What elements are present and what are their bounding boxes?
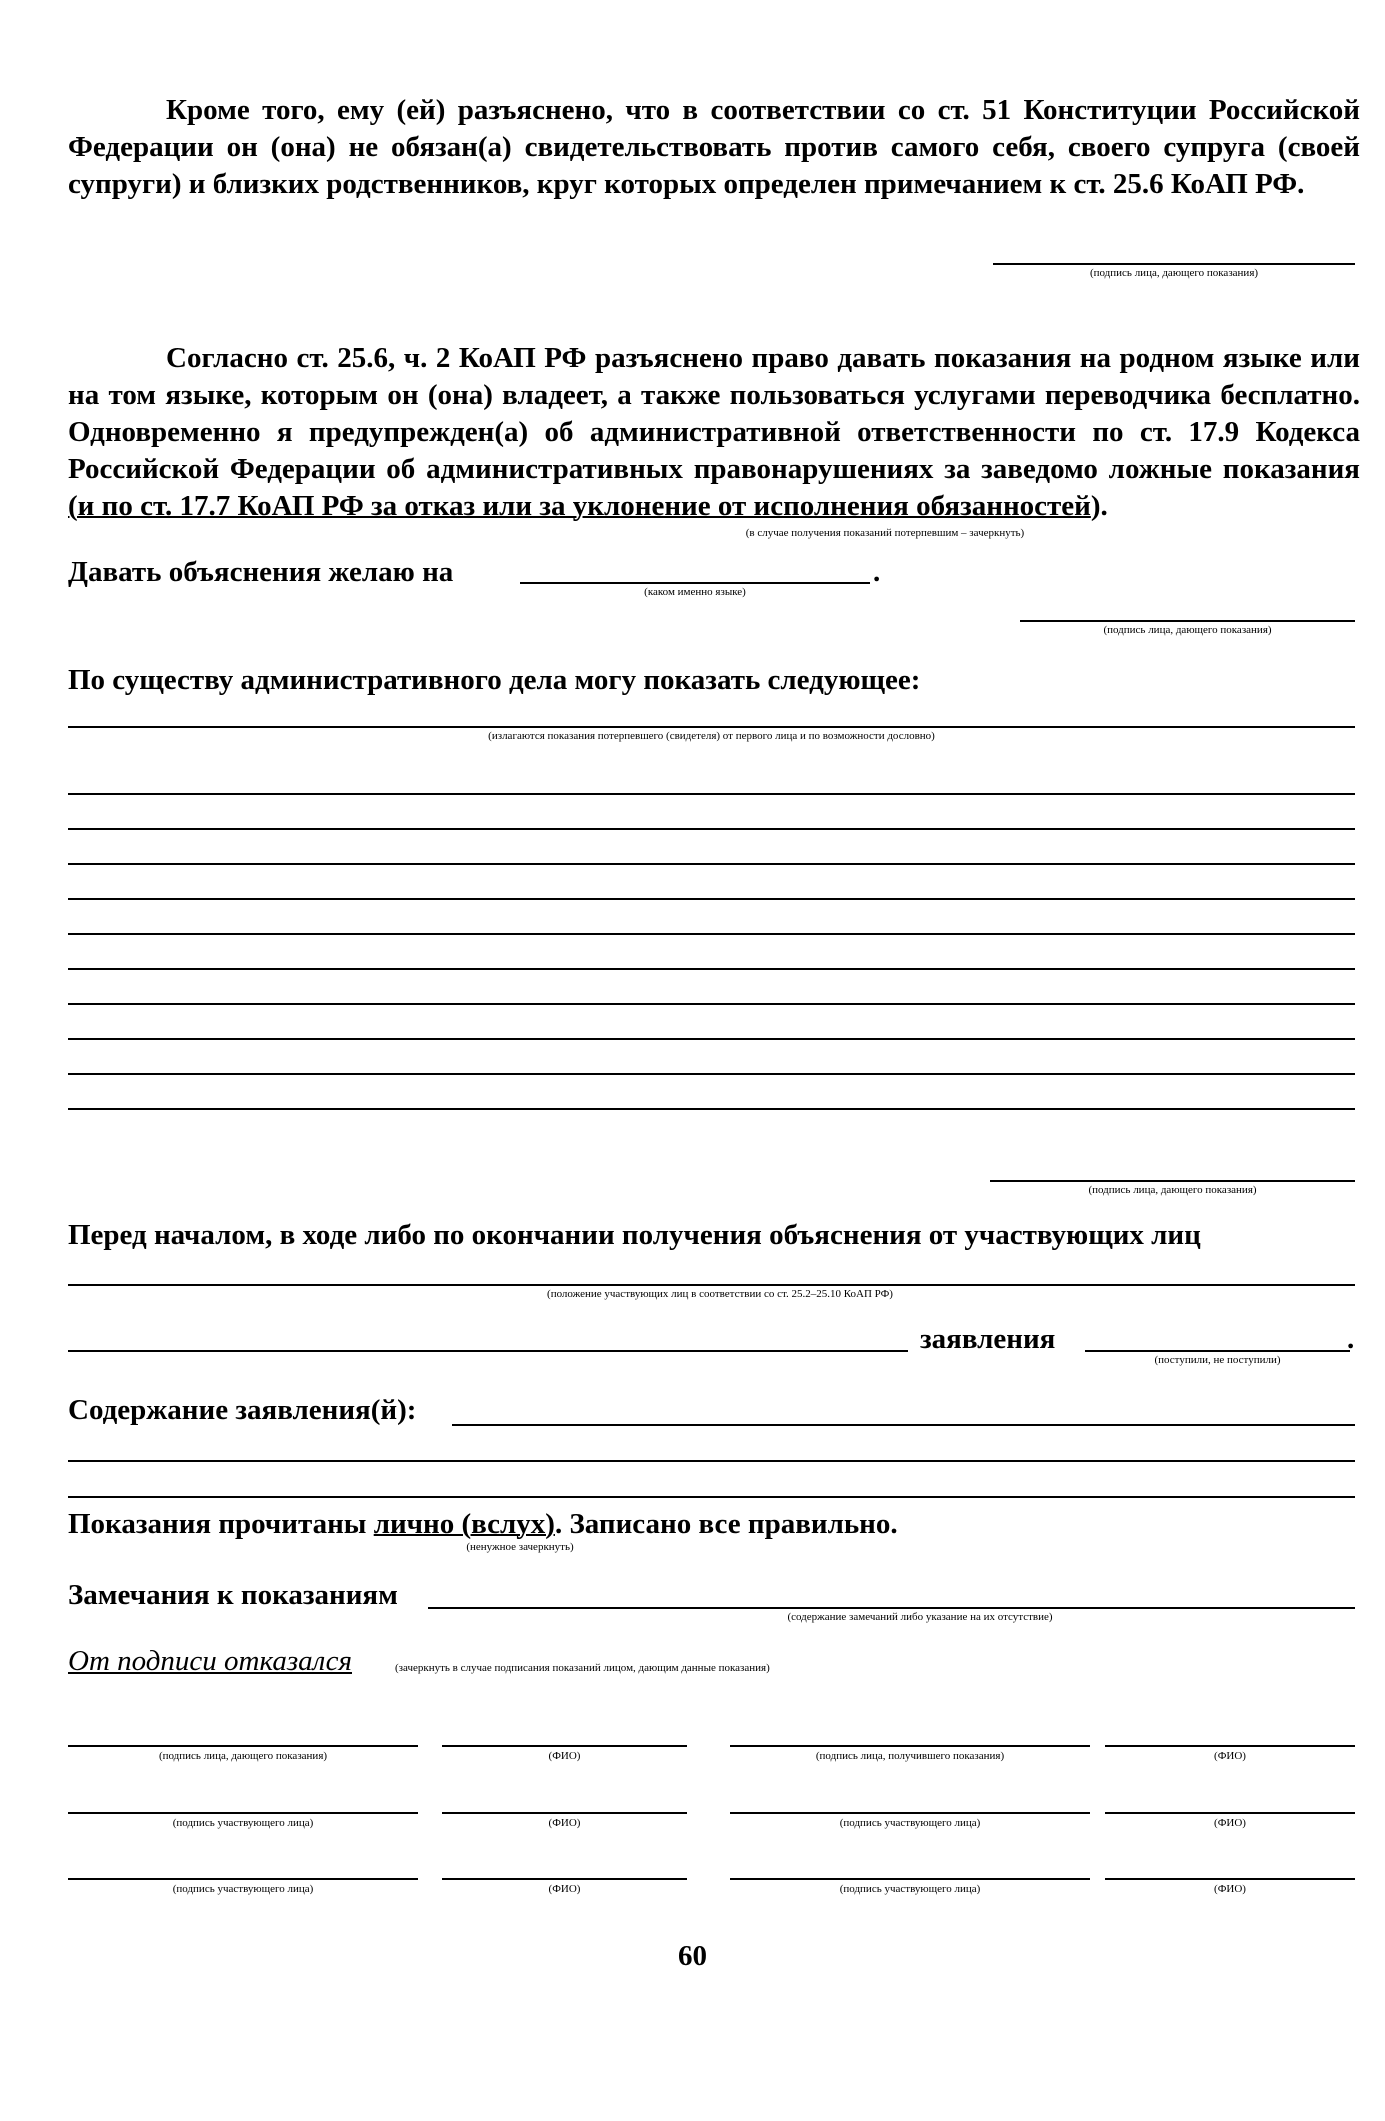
participants-line[interactable]	[68, 1350, 908, 1352]
testimony-line[interactable]	[68, 863, 1355, 865]
language-input-line[interactable]	[520, 582, 870, 584]
signature-caption: (подпись участвующего лица)	[172, 1883, 314, 1895]
signature-caption: (подпись участвующего лица)	[839, 1883, 981, 1895]
testimony-line[interactable]	[68, 793, 1355, 795]
refusal-liability-text: (и по ст. 17.7 КоАП РФ за отказ или за уклонение от исполнения обязанностей	[68, 490, 1091, 522]
remarks-caption: (содержание замечаний либо указание на их отсутствие)	[787, 1611, 1053, 1623]
read-confirmation	[68, 1507, 898, 1541]
victim-strike-caption: (в случае получения показаний потерпевшим – зачеркнуть)	[745, 527, 1025, 539]
fio-line[interactable]	[442, 1745, 687, 1747]
statement-content-label: Содержание заявления(й):	[68, 1394, 417, 1426]
signature-line[interactable]	[993, 263, 1355, 265]
signature-line[interactable]	[68, 1745, 418, 1747]
page-number: 60	[678, 1940, 707, 1972]
signature-line[interactable]	[730, 1812, 1090, 1814]
fio-line[interactable]	[1105, 1878, 1355, 1880]
remarks-label: Замечания к показаниям	[68, 1579, 398, 1611]
fio-caption: (ФИО)	[548, 1817, 581, 1829]
testimony-line[interactable]	[68, 1038, 1355, 1040]
signature-caption: (подпись участвующего лица)	[839, 1817, 981, 1829]
signature-caption: (подпись участвующего лица)	[172, 1817, 314, 1829]
testimony-line[interactable]	[68, 726, 1355, 728]
read-suffix: . Записано все правильно.	[554, 1508, 898, 1540]
testimony-line[interactable]	[68, 1108, 1355, 1110]
testimony-line[interactable]	[68, 1073, 1355, 1075]
language-rights-paragraph	[68, 340, 1360, 525]
signature-caption: (подпись лица, получившего показания)	[815, 1750, 1005, 1762]
fio-caption: (ФИО)	[1214, 1883, 1246, 1895]
fio-line[interactable]	[1105, 1812, 1355, 1814]
testimony-caption: (излагаются показания потерпевшего (свидетеля) от первого лица и по возможности дословно)	[488, 730, 935, 742]
signature-line[interactable]	[990, 1180, 1355, 1182]
signature-line[interactable]	[1020, 620, 1355, 622]
language-caption: (каком именно языке)	[644, 586, 746, 598]
refused-to-sign-label: От подписи отказался	[68, 1645, 352, 1677]
signature-caption: (подпись лица, дающего показания)	[1089, 267, 1259, 279]
read-mode-option[interactable]: лично (вслух)	[373, 1508, 555, 1540]
testimony-line[interactable]	[68, 898, 1355, 900]
statements-label: заявления	[920, 1323, 1056, 1355]
fio-line[interactable]	[442, 1878, 687, 1880]
testimony-line[interactable]	[68, 1003, 1355, 1005]
signature-line[interactable]	[68, 1812, 418, 1814]
language-label: Давать объяснения желаю на	[68, 556, 454, 588]
fio-line[interactable]	[1105, 1745, 1355, 1747]
testimony-line[interactable]	[68, 933, 1355, 935]
essence-heading: По существу административного дела могу показать следующее:	[68, 664, 921, 696]
statements-status-line[interactable]	[1085, 1350, 1350, 1352]
statement-content-line[interactable]	[452, 1424, 1355, 1426]
fio-caption: (ФИО)	[548, 1883, 581, 1895]
testimony-line[interactable]	[68, 968, 1355, 970]
signature-line[interactable]	[730, 1745, 1090, 1747]
remarks-line[interactable]	[428, 1607, 1355, 1609]
signature-caption: (подпись лица, дающего показания)	[1103, 624, 1272, 636]
refused-caption: (зачеркнуть в случае подписания показаний лицом, дающим данные показания)	[395, 1662, 770, 1674]
signature-caption: (подпись лица, дающего показания)	[158, 1750, 328, 1762]
paragraph-end: ).	[1090, 490, 1108, 522]
statements-period: .	[1347, 1323, 1355, 1355]
participants-caption: (положение участвующих лиц в соответствии со ст. 25.2–25.10 КоАП РФ)	[547, 1288, 893, 1300]
testimony-line[interactable]	[68, 828, 1355, 830]
fio-caption: (ФИО)	[1214, 1750, 1246, 1762]
read-caption: (ненужное зачеркнуть)	[466, 1541, 574, 1553]
fio-caption: (ФИО)	[1214, 1817, 1246, 1829]
fio-caption: (ФИО)	[548, 1750, 581, 1762]
language-period: .	[873, 556, 881, 588]
signature-line[interactable]	[68, 1878, 418, 1880]
participants-line[interactable]	[68, 1284, 1355, 1286]
statement-content-line[interactable]	[68, 1460, 1355, 1462]
language-rights-text: Согласно ст. 25.6, ч. 2 КоАП РФ разъяснено право давать показания на родном языке или на том языке, которым он (она) владеет, а также пользоваться услугами переводчика бесплатно. Одновременно я предупрежден(а) об административной ответственности по ст. 17.9 Кодекса Российской Федерации об административных правонарушениях за заведомо ложные показания	[68, 342, 1360, 485]
statements-caption: (поступили, не поступили)	[1154, 1354, 1281, 1366]
read-prefix: Показания прочитаны	[68, 1508, 374, 1540]
rights-explanation-paragraph: Кроме того, ему (ей) разъяснено, что в соответствии со ст. 51 Конституции Российской Федерации он (она) не обязан(а) свидетельствовать против самого себя, своего супруга (своей супруги) и близких родственников, круг которых определен примечанием к ст. 25.6 КоАП РФ.	[68, 94, 1360, 200]
signature-line[interactable]	[730, 1878, 1090, 1880]
fio-line[interactable]	[442, 1812, 687, 1814]
signature-caption: (подпись лица, дающего показания)	[1088, 1184, 1257, 1196]
before-start-text: Перед началом, в ходе либо по окончании получения объяснения от участвующих лиц	[68, 1219, 1201, 1251]
statement-content-line[interactable]	[68, 1496, 1355, 1498]
